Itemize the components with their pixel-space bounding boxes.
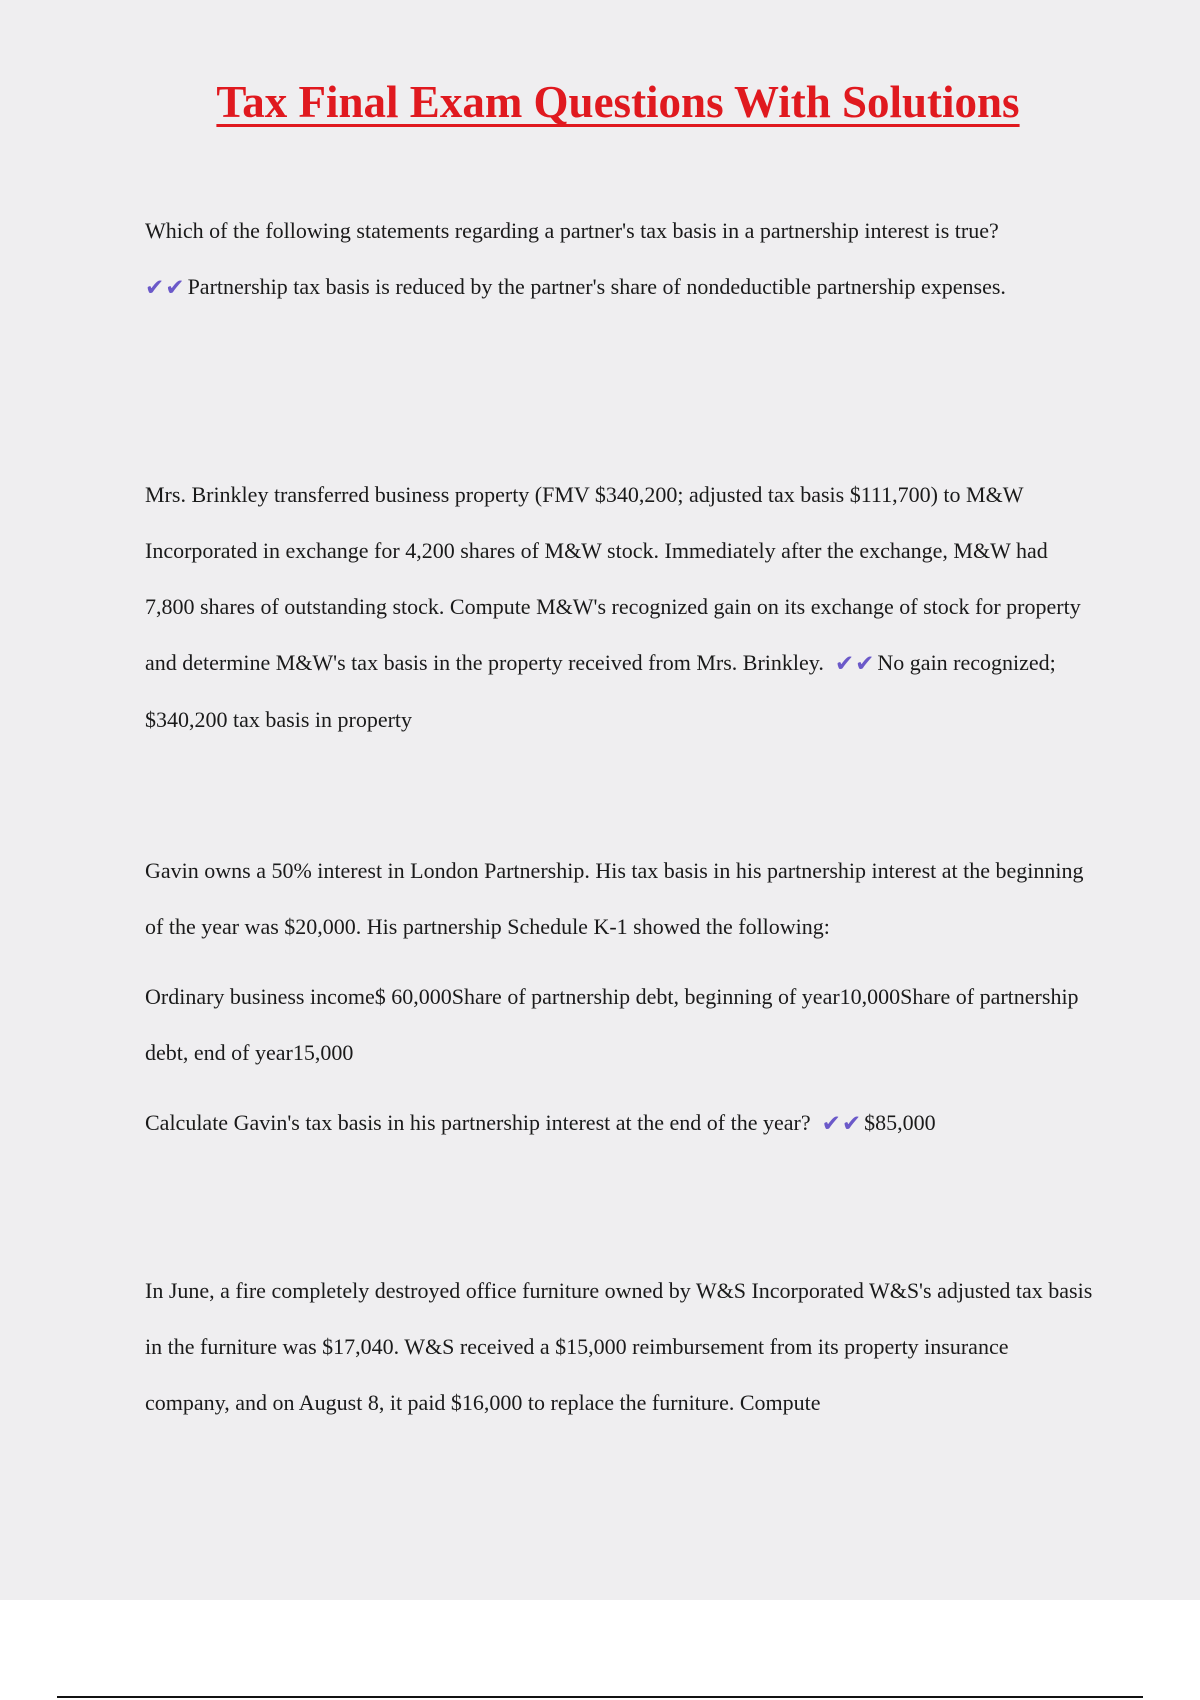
question-value: Mrs. Brinkley transferred business property (FMV $340,200; adjusted tax basis $111,700) to M&W Incorporated in exchange for 4,200 shares of M&W stock. Immediately after the exchange, M&W had 7,800 shares of outstanding stock. Compute M&W's recognized gain on its exchange of stock for property and determine M&W's tax basis in the property received from Mrs. Brinkley. [145,482,1081,675]
answer-text [145,259,1095,316]
answer-check-marks [822,1095,863,1152]
check-icon: ✔ [165,275,185,301]
check-icon: ✔ [855,651,875,677]
answer-value: Partnership tax basis is reduced by the partner's share of nondeductible partnership expenses. [187,274,1006,299]
question-text: Gavin owns a 50% interest in London Partnership. His tax basis in his partnership interest at the beginning of the year was $20,000. His partnership Schedule K-1 showed the following: [145,858,1084,939]
question-text [145,467,1095,748]
check-icon: ✔ [834,651,855,677]
answer-value: No gain recognized; $340,200 tax basis in property [145,650,1056,732]
question-prompt [145,1095,1095,1152]
answer-check-marks [835,635,876,692]
check-icon: ✔ [821,1111,841,1137]
question-block-3 [145,843,1095,1152]
page-footer-rule [57,1696,1143,1698]
answer-value: $85,000 [864,1110,936,1135]
question-text: Which of the following statements regarding a partner's tax basis in a partnership interest is true? [145,218,999,243]
check-icon: ✔ [841,1111,862,1137]
answer-check-marks [145,259,186,316]
document-title: Tax Final Exam Questions With Solutions [216,77,1020,127]
question-block-4 [145,1263,1095,1431]
prompt-value: Calculate Gavin's tax basis in his partnership interest at the end of the year? [145,1110,811,1135]
question-block-2 [145,467,1095,748]
question-text: In June, a fire completely destroyed office furniture owned by W&S Incorporated W&S's adjusted tax basis in the furniture was $17,040. W&S received a $15,000 reimbursement from its property insurance company, and on August 8, it paid $16,000 to replace the furniture. Compute [145,1278,1093,1415]
question-block-1 [145,203,1095,316]
k1-details-text: Ordinary business income$ 60,000Share of partnership debt, beginning of year10,000Share of partnership debt, end of year15,000 [145,984,1079,1065]
check-icon: ✔ [145,275,165,301]
